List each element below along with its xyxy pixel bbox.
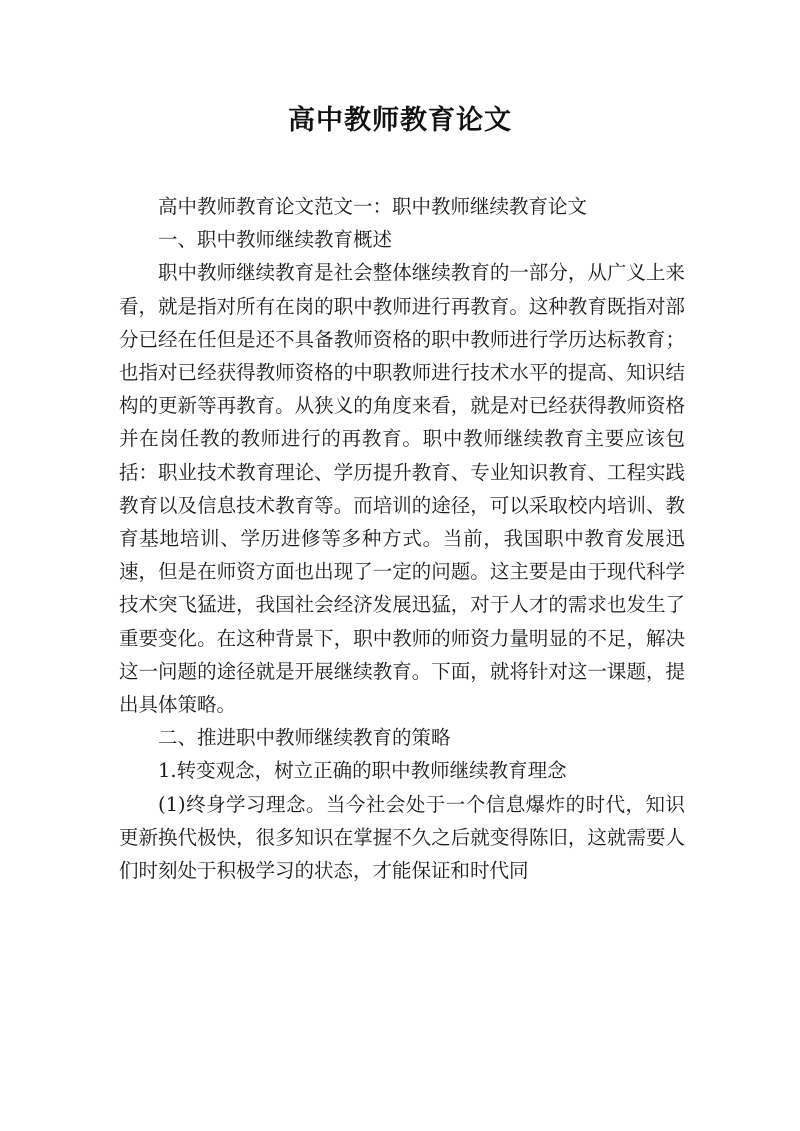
paragraph-overview-body: 职中教师继续教育是社会整体继续教育的一部分，从广义上来看，就是指对所有在岗的职中教师进行再教育。这种教育既指对部分已经在任但是还不具备教师资格的职中教师进行学历达标教育；也指对已经获得教师资格的中职教师进行技术水平的提高、知识结构的更新等再教育。从狭义的角度来看，就是对已经获得教师资格并在岗任教的教师进行的再教育。职中教师继续教育主要应该包括：职业技术教育理论、学历提升教育、专业知识教育、工程实践教育以及信息技术教育等。而培训的途径，可以采取校内培训、教育基地培训、学历进修等多种方式。当前，我国职中教育发展迅速，但是在师资方面也出现了一定的问题。这主要是由于现代科学技术突飞猛进，我国社会经济发展迅猛，对于人才的需求也发生了重要变化。在这种背景下，职中教师的师资力量明显的不足，解决这一问题的途径就是开展继续教育。下面，就将针对这一课题，提出具体策略。 [119,261,685,717]
paragraph-section-two-heading: 二、推进职中教师继续教育的策略 [158,726,451,750]
paragraph-lifelong-learning: (1)终身学习理念。当今社会处于一个信息爆炸的时代，知识更新换代极快，很多知识在掌握不久之后就变得陈旧，这就需要人们时刻处于积极学习的状态，才能保证和时代同 [119,792,685,883]
document-body [119,190,685,887]
document-title: 高中教师教育论文 [288,105,512,136]
paragraph-heading-essay-one: 高中教师教育论文范文一：职中教师继续教育论文 [158,195,588,218]
paragraph-section-one-heading: 一、职中教师继续教育概述 [158,228,393,252]
paragraph-strategy-one-heading: 1.转变观念，树立正确的职中教师继续教育理念 [158,759,567,783]
